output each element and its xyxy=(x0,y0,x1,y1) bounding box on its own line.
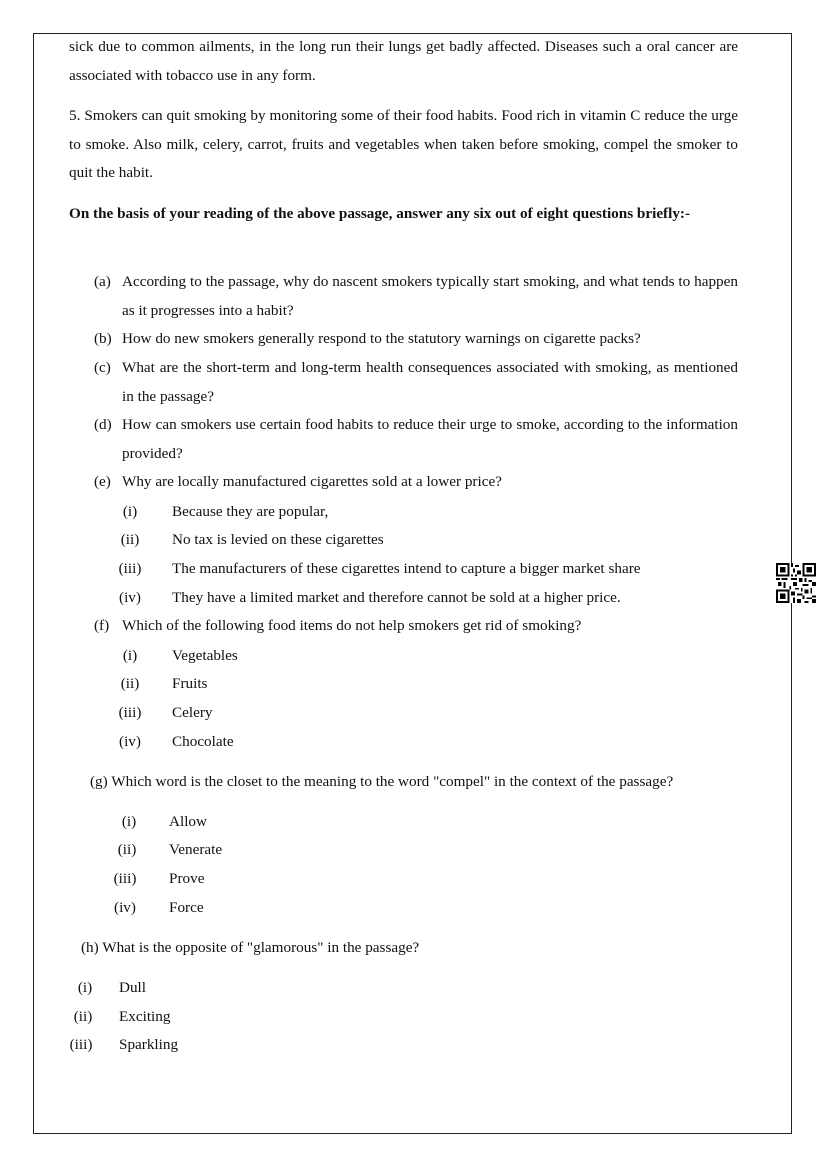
passage-point-5: 5. Smokers can quit smoking by monitoring some of their food habits. Food rich in vitamin C reduce the urge to smoke. Also milk, celery, carrot, fruits and vegetables when taken before smoking, compel the smoker to quit the habit. xyxy=(69,107,738,182)
question-text: How do new smokers generally respond to the statutory warnings on cigarette packs? xyxy=(122,330,641,347)
option-text: Celery xyxy=(172,704,213,721)
option-label: (ii) xyxy=(120,675,140,692)
option-label: (i) xyxy=(122,647,138,664)
question-label: (c) xyxy=(94,359,111,376)
question-label: (g) xyxy=(90,773,108,790)
question-text: What are the short-term and long-term health consequences associated with smoking, as mentioned in the passage? xyxy=(122,359,738,405)
option-text: Because they are popular, xyxy=(172,503,329,520)
option-text: Fruits xyxy=(172,675,208,692)
passage-continuation: sick due to common ailments, in the long run their lungs get badly affected. Diseases such a oral cancer are associated with tobacco use in any form. xyxy=(69,38,738,84)
question-label: (a) xyxy=(94,273,111,290)
question-text: What is the opposite of "glamorous" in the passage? xyxy=(102,939,420,956)
option-text: Force xyxy=(169,899,204,916)
instruction-text: On the basis of your reading of the above passage, answer any six out of eight questions briefly:- xyxy=(69,205,691,222)
option-text: Allow xyxy=(169,813,207,830)
option-text: Vegetables xyxy=(172,647,238,664)
option-text: Exciting xyxy=(119,1008,171,1025)
question-label: (h) xyxy=(81,939,99,956)
question-b xyxy=(94,325,738,354)
option-label: (iii) xyxy=(118,560,142,577)
option-label: (iv) xyxy=(119,733,141,750)
option-label: (i) xyxy=(121,813,137,830)
option-text: Venerate xyxy=(169,841,223,858)
question-text: Which word is the closet to the meaning to the word "compel" in the context of the passage? xyxy=(111,773,674,790)
option-text: Chocolate xyxy=(172,733,234,750)
question-text: According to the passage, why do nascent smokers typically start smoking, and what tends to happen as it progresses into a habit? xyxy=(122,273,738,319)
option-label: (iv) xyxy=(119,589,141,606)
option-text: The manufacturers of these cigarettes intend to capture a bigger market share xyxy=(172,560,641,577)
question-g xyxy=(90,772,673,792)
option-label: (iv) xyxy=(114,899,136,916)
qr-code-icon xyxy=(776,563,816,603)
page-border xyxy=(33,33,792,1134)
question-label: (f) xyxy=(94,617,110,634)
option-text: Prove xyxy=(169,870,205,887)
option-label: (iii) xyxy=(69,1036,93,1053)
option-label: (iii) xyxy=(118,704,142,721)
option-text: Sparkling xyxy=(119,1036,179,1053)
question-label: (b) xyxy=(94,330,112,347)
question-d xyxy=(94,411,738,468)
option-text: No tax is levied on these cigarettes xyxy=(172,531,384,548)
question-h xyxy=(81,938,419,958)
option-label: (ii) xyxy=(120,531,140,548)
question-e xyxy=(94,468,738,497)
option-label: (i) xyxy=(77,979,93,996)
option-label: (ii) xyxy=(73,1008,93,1025)
question-label: (d) xyxy=(94,416,112,433)
option-label: (ii) xyxy=(117,841,137,858)
option-text: They have a limited market and therefore cannot be sold at a higher price. xyxy=(172,589,621,606)
option-text: Dull xyxy=(119,979,147,996)
question-c xyxy=(94,354,738,411)
question-a xyxy=(94,268,738,325)
question-text: Which of the following food items do not help smokers get rid of smoking? xyxy=(122,617,582,634)
option-label: (i) xyxy=(122,503,138,520)
question-label: (e) xyxy=(94,473,111,490)
question-text: Why are locally manufactured cigarettes sold at a lower price? xyxy=(122,473,502,490)
question-text: How can smokers use certain food habits to reduce their urge to smoke, according to the information provided? xyxy=(122,416,738,462)
option-label: (iii) xyxy=(113,870,137,887)
question-f xyxy=(94,612,738,641)
